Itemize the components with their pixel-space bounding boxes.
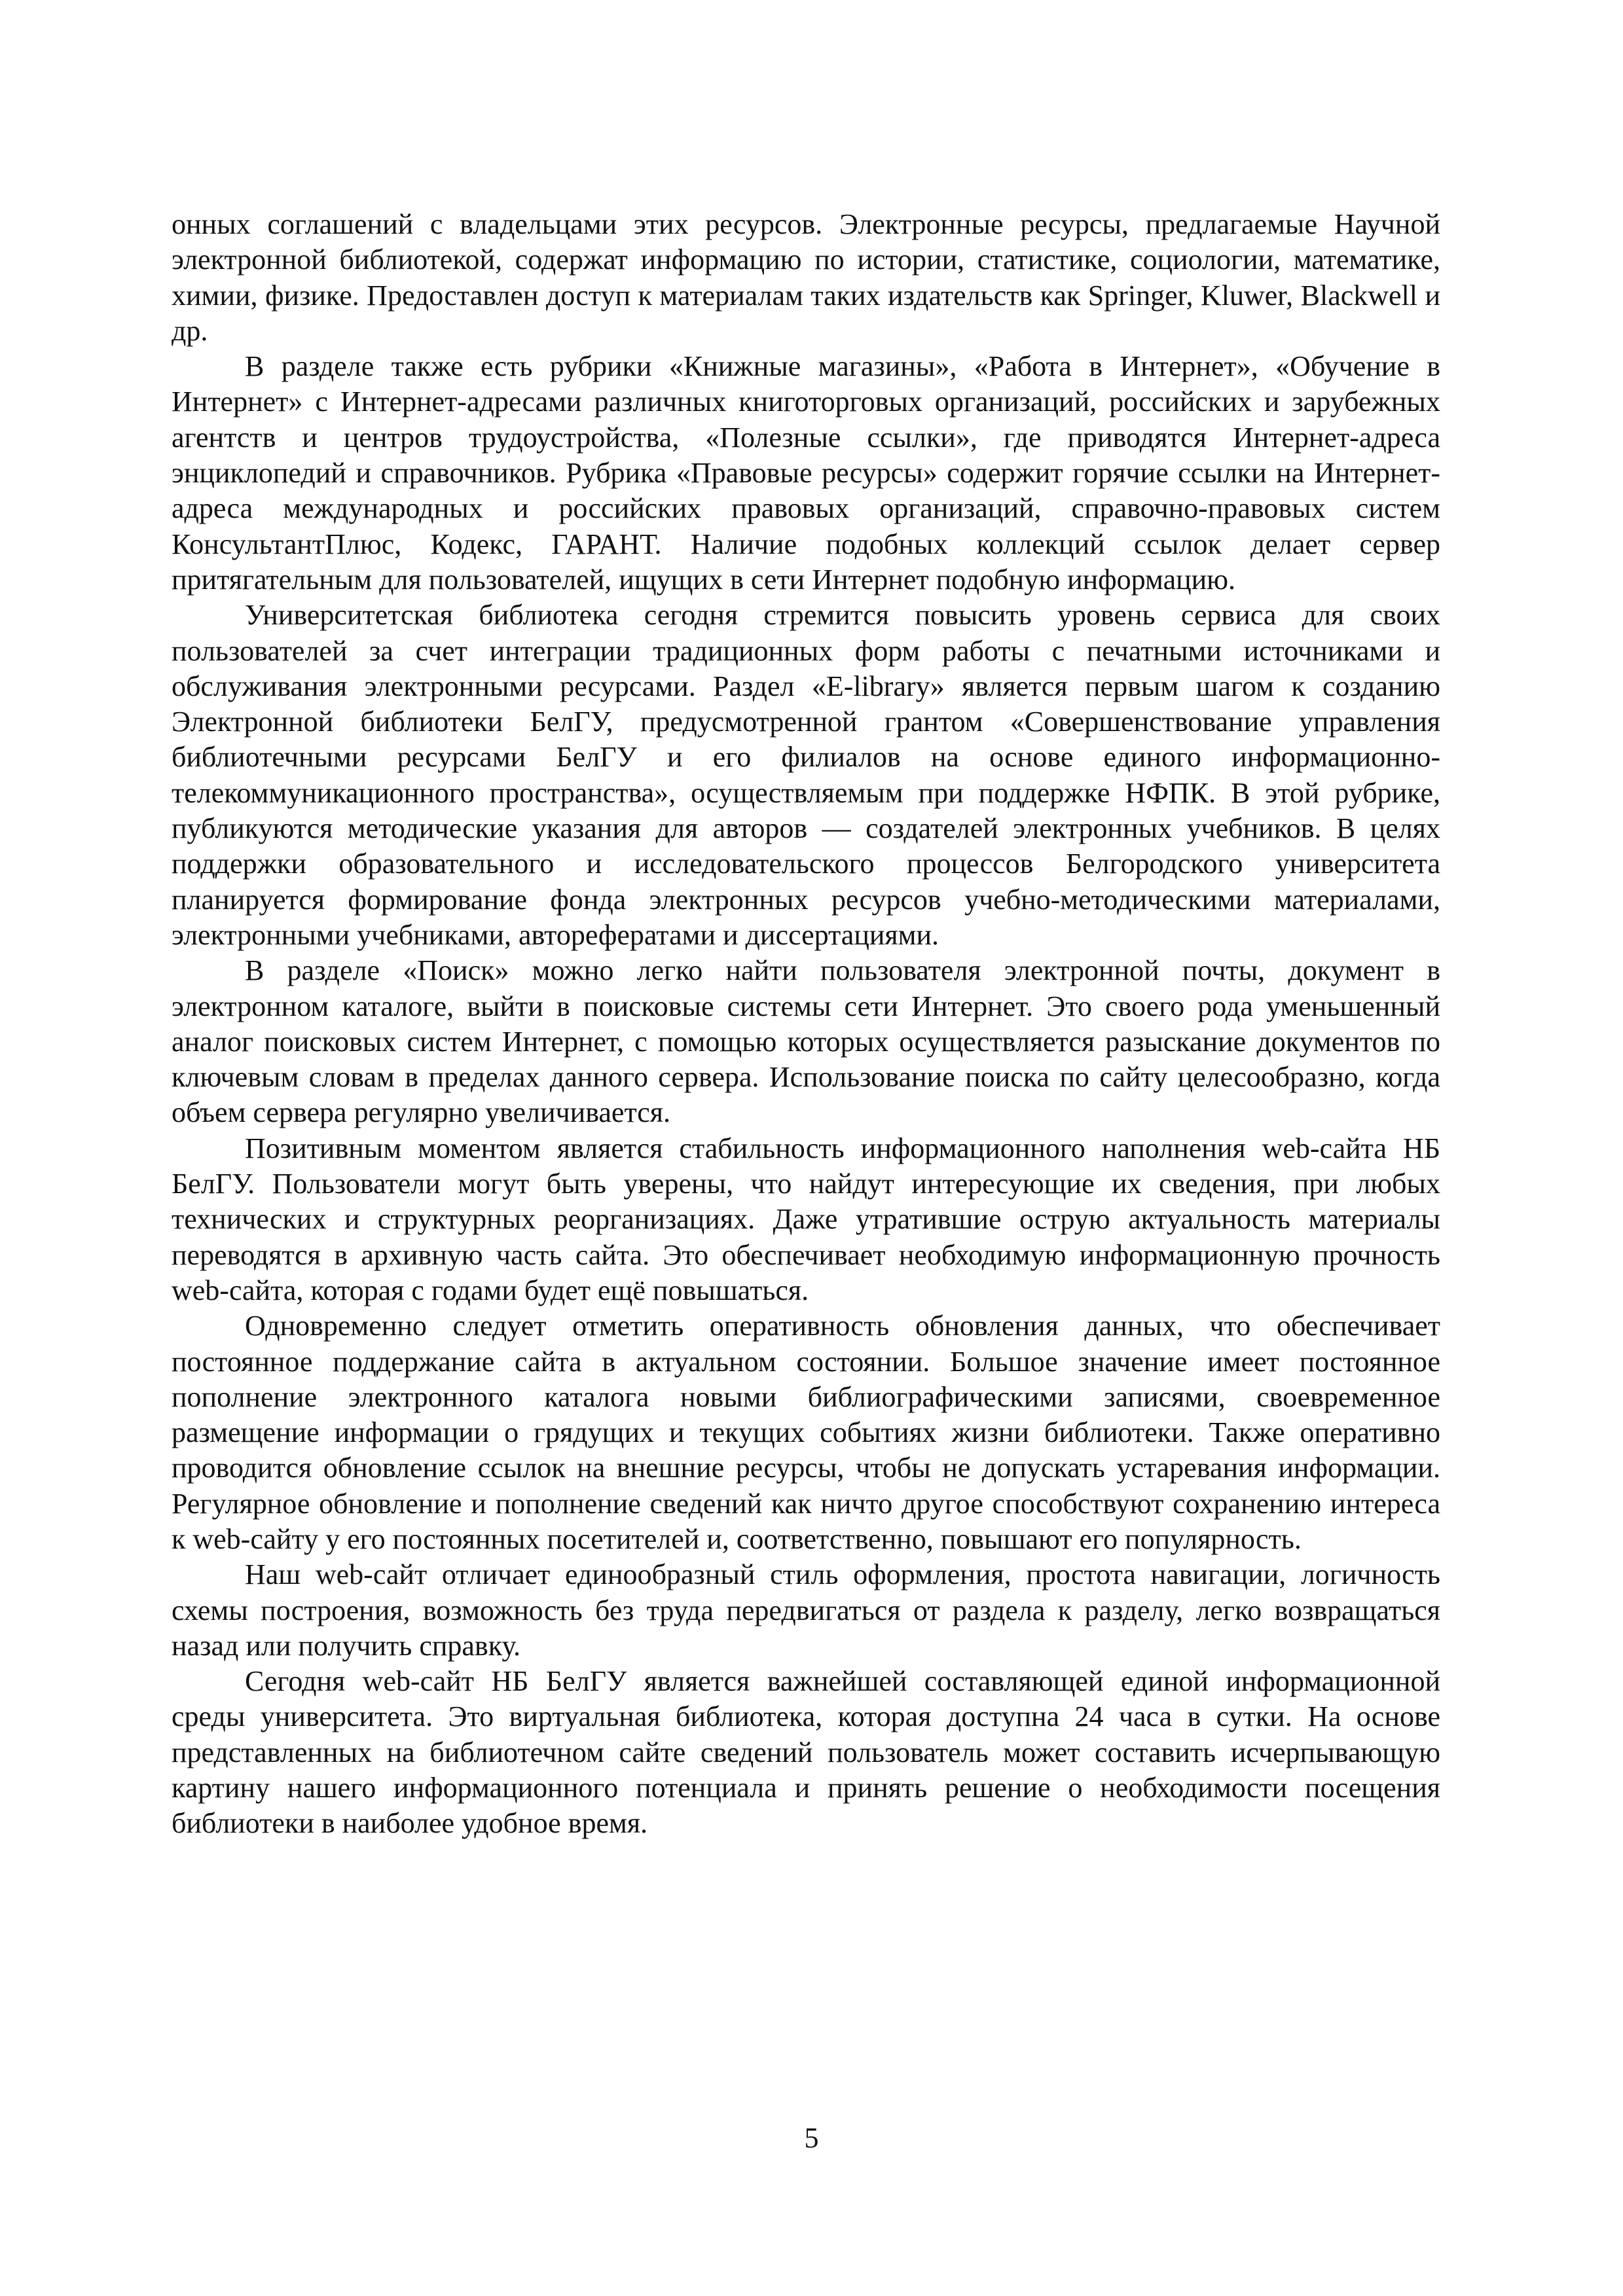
- paragraph-search: В разделе «Поиск» можно легко найти пользователя электронной почты, документ в электронном каталоге, выйти в поисковые системы сети Интернет. Это своего рода уменьшенный аналог поисковых систем Интернет, с помощью которых осуществляется разыскание документов по ключевым словам в пределах данного сервера. Использование поиска по сайту целесообразно, когда объем сервера регулярно увеличивается.: [172, 954, 1440, 1129]
- paragraph-conclusion: Сегодня web-сайт НБ БелГУ является важнейшей составляющей единой информационной среды университета. Это виртуальная библиотека, которая доступна 24 часа в сутки. На основе представленных на библиотечном сайте сведений пользователь может составить исчерпывающую картину нашего информационного потенциала и принять решение о необходимости посещения библиотеки в наиболее удобное время.: [172, 1665, 1440, 1840]
- document-body: [172, 207, 1440, 1842]
- paragraph-continuation: онных соглашений с владельцами этих ресурсов. Электронные ресурсы, предлагаемые Научной электронной библиотекой, содержат информацию по истории, статистике, социологии, математике, химии, физике. Предоставлен доступ к материалам таких издательств как Springer, Kluwer, Blackwell и др.: [172, 208, 1440, 347]
- paragraph-navigation: Наш web-сайт отличает единообразный стиль оформления, простота навигации, логичность схемы построения, возможность без труда передвигаться от раздела к разделу, легко возвращаться назад или получить справку.: [172, 1558, 1440, 1662]
- paragraph-updates: Одновременно следует отметить оперативность обновления данных, что обеспечивает постоянное поддержание сайта в актуальном состоянии. Большое значение имеет постоянное пополнение электронного каталога новыми библиографическими записями, своевременное размещение информации о грядущих и текущих событиях жизни библиотеки. Также оперативно проводится обновление ссылок на внешние ресурсы, чтобы не допускать устаревания информации. Регулярное обновление и пополнение сведений как ничто другое способствуют сохранению интереса к web-сайту у его постоянных посетителей и, соответственно, повышают его популярность.: [172, 1310, 1440, 1555]
- page-number: 5: [804, 2122, 819, 2154]
- paragraph-stability: Позитивным моментом является стабильность информационного наполнения web-сайта НБ БелГУ. Пользователи могут быть уверены, что найдут интересующие их сведения, при любых технических и структурных реорганизациях. Даже утратившие острую актуальность материалы переводятся в архивную часть сайта. Это обеспечивает необходимую информационную прочность web-сайта, которая с годами будет ещё повышаться.: [172, 1132, 1440, 1306]
- paragraph-rubrics: В разделе также есть рубрики «Книжные магазины», «Работа в Интернет», «Обучение в Интернет» с Интернет-адресами различных книготорговых организаций, российских и зарубежных агентств и центров трудоустройства, «Полезные ссылки», где приводятся Интернет-адреса энциклопедий и справочников. Рубрика «Правовые ресурсы» содержит горячие ссылки на Интернет-адреса международных и российских правовых организаций, справочно-правовых систем КонсультантПлюс, Кодекс, ГАРАНТ. Наличие подобных коллекций ссылок делает сервер притягательным для пользователей, ищущих в сети Интернет подобную информацию.: [172, 350, 1440, 596]
- paragraph-e-library: Университетская библиотека сегодня стремится повысить уровень сервиса для своих пользователей за счет интеграции традиционных форм работы с печатными источниками и обслуживания электронными ресурсами. Раздел «E-library» является первым шагом к созданию Электронной библиотеки БелГУ, предусмотренной грантом «Совершенствование управления библиотечными ресурсами БелГУ и его филиалов на основе единого информационно-телекоммуникационного пространства», осуществляемым при поддержке НФПК. В этой рубрике, публикуются методические указания для авторов — создателей электронных учебников. В целях поддержки образовательного и исследовательского процессов Белгородского университета планируется формирование фонда электронных ресурсов учебно-методическими материалами, электронными учебниками, авторефератами и диссертациями.: [172, 599, 1440, 951]
